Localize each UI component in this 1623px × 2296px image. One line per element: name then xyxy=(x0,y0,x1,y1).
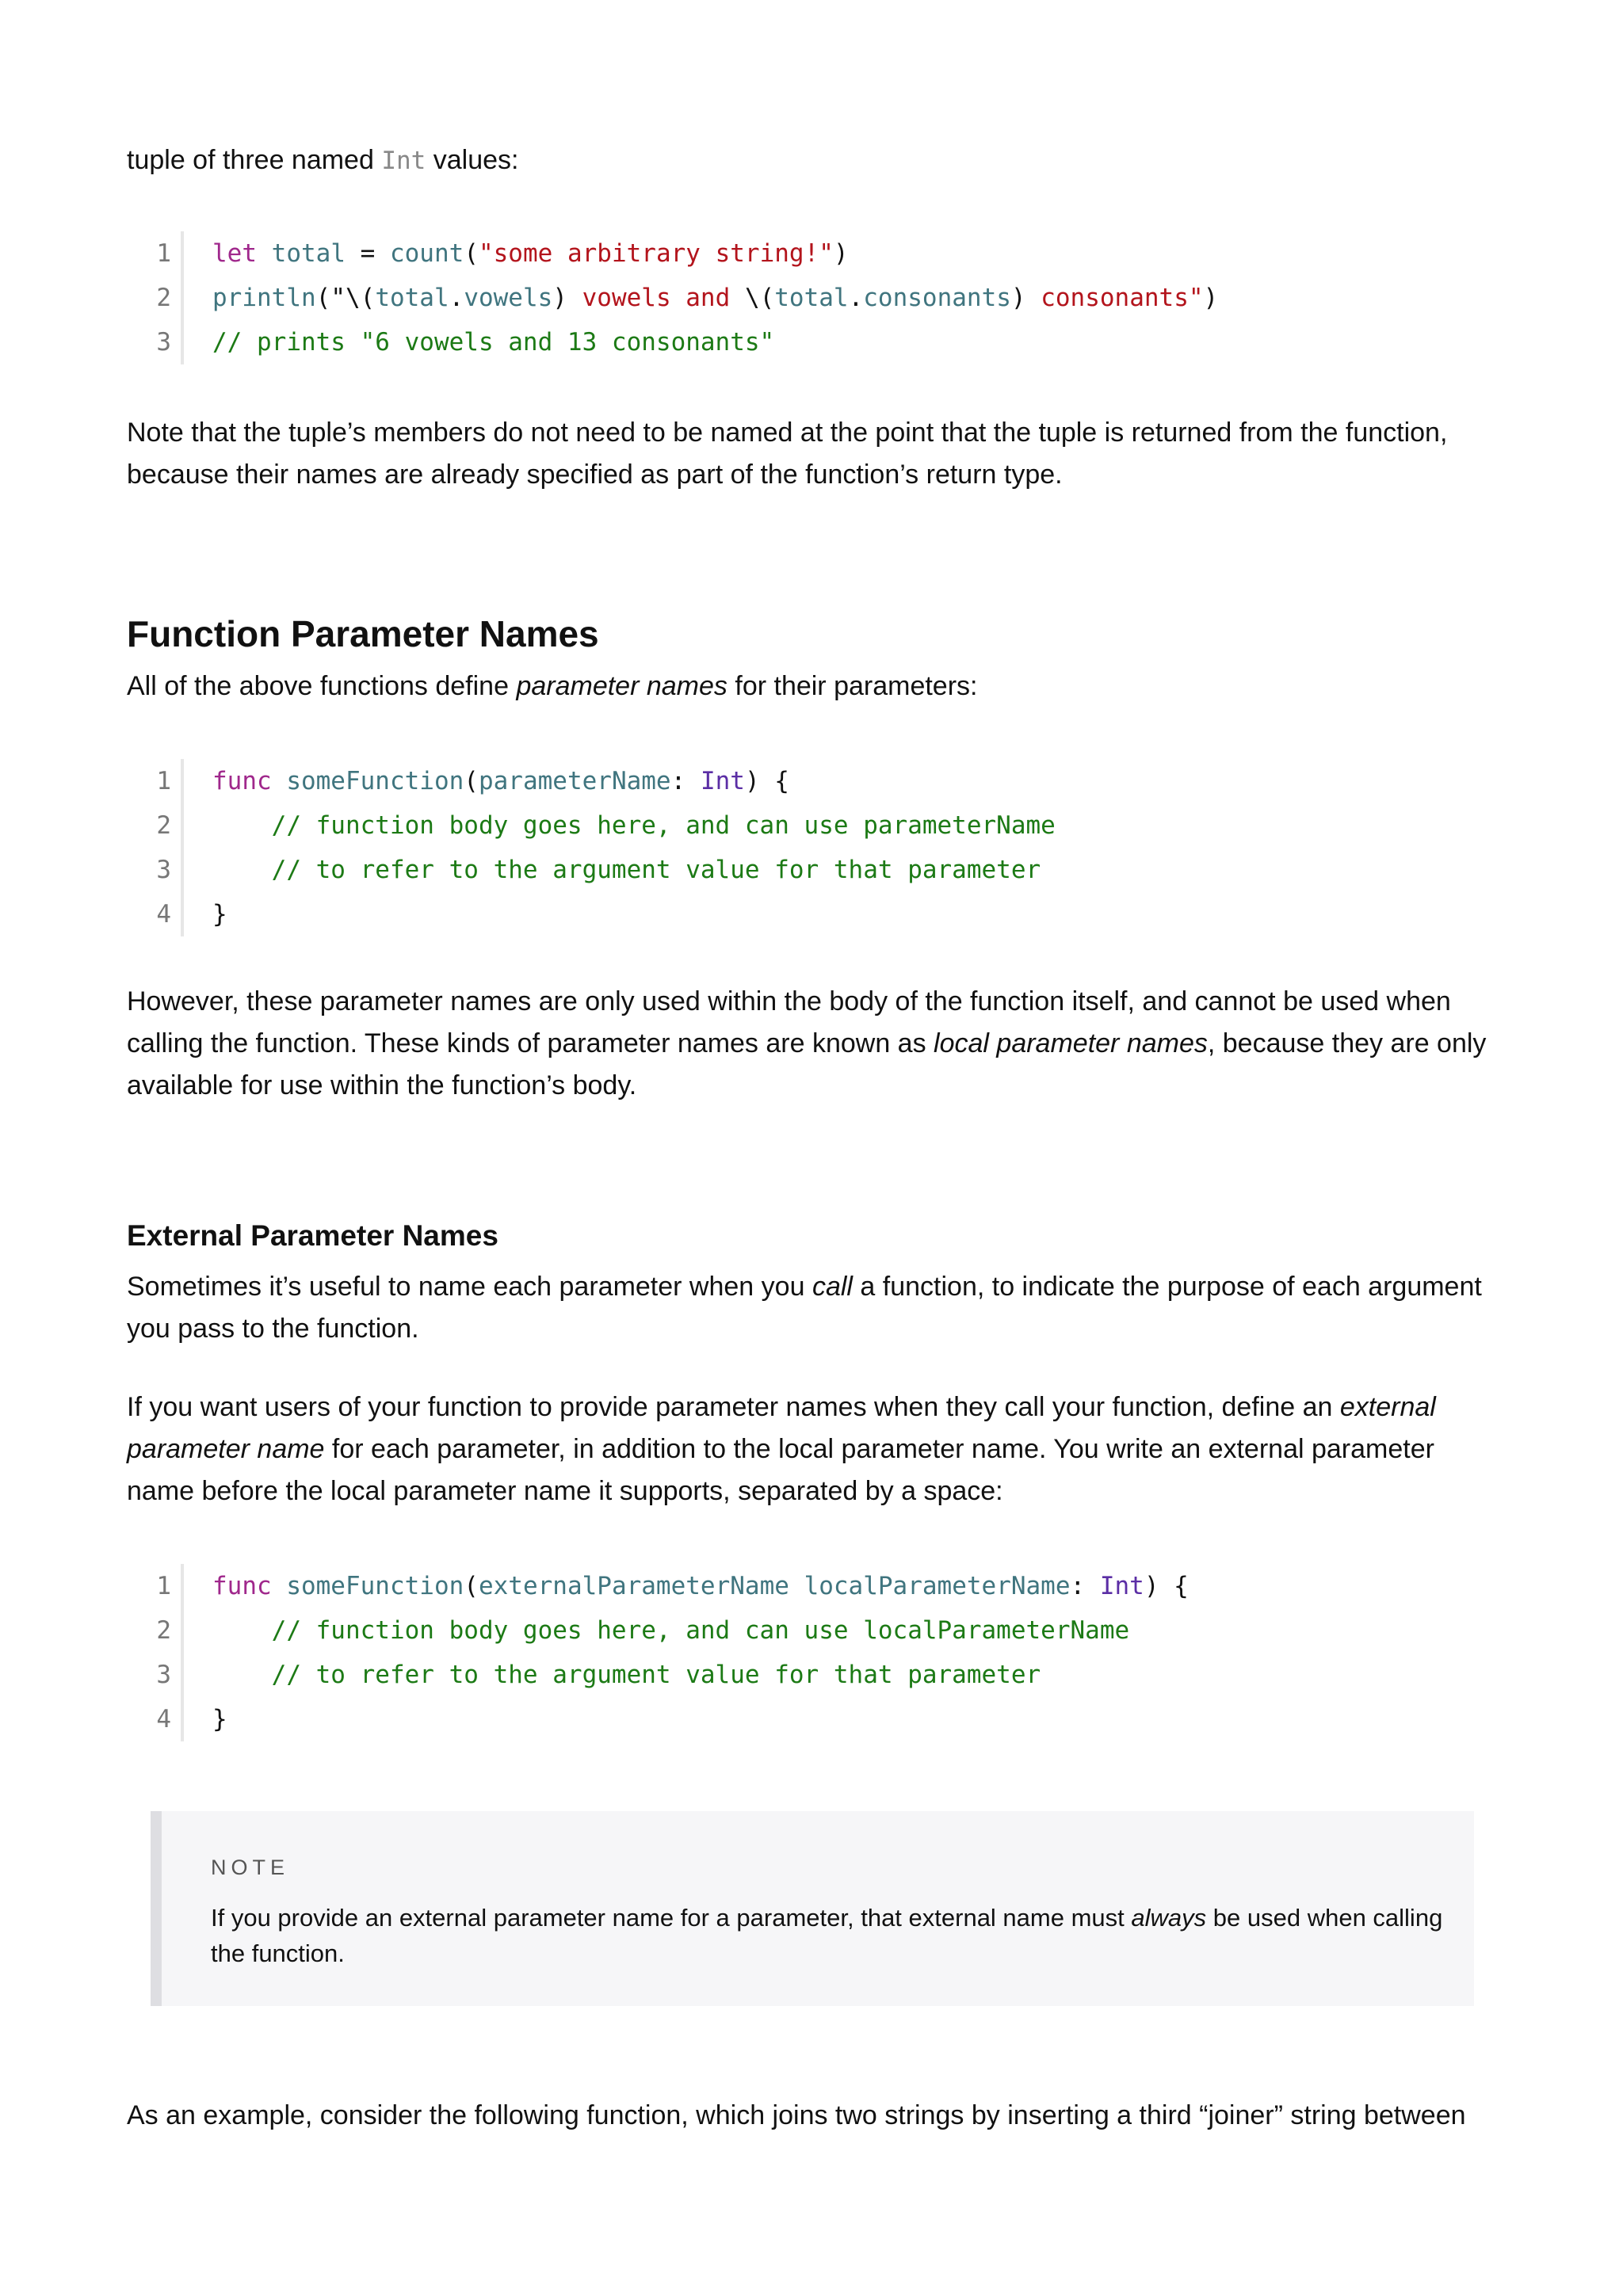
line-number: 4 xyxy=(127,892,184,936)
line-number: 3 xyxy=(127,320,184,364)
line-number: 4 xyxy=(127,1697,184,1741)
line-number: 2 xyxy=(127,276,184,320)
line-number: 1 xyxy=(127,231,184,276)
code-comment: // to refer to the argument value for that parameter xyxy=(212,1661,1041,1689)
paragraph-tuple-note: Note that the tuple’s members do not need to be named at the point that the tuple is returned from the function, because their names are already specified as part of the function’s return type. xyxy=(127,418,1448,490)
line-number: 2 xyxy=(127,1608,184,1653)
code-block-1 xyxy=(127,231,1506,364)
code-line xyxy=(127,1697,1506,1741)
code-text: } xyxy=(212,1705,227,1733)
line-number: 3 xyxy=(127,848,184,892)
line-number: 3 xyxy=(127,1653,184,1697)
code-line xyxy=(127,803,1506,848)
line-number: 1 xyxy=(127,1564,184,1608)
note-callout xyxy=(151,1811,1474,2006)
intro-prefix: tuple of three named xyxy=(127,145,382,175)
subsection-heading: External Parameter Names xyxy=(127,1219,498,1252)
code-line: 1 func someFunction(parameterName: Int) { xyxy=(127,759,1506,803)
paragraph-local-names: However, these parameter names are only used within the body of the function itself, and cannot be used when calling the function. These kinds of parameter names are known as local parameter names, because they are only available for use within the function’s body. xyxy=(127,986,1487,1100)
paragraph-external-names: If you want users of your function to provide parameter names when they call your function, define an external parameter name for each parameter, in addition to the local parameter name. You write an external parameter name before the local parameter name it supports, separated by a space: xyxy=(127,1392,1436,1506)
code-line: 1 let total = count("some arbitrary string!") xyxy=(127,231,1506,276)
paragraph-sometimes: Sometimes it’s useful to name each parameter when you call a function, to indicate the purpose of each argument you pass to the function. xyxy=(127,1272,1482,1344)
code-comment: // function body goes here, and can use localParameterName xyxy=(212,1616,1130,1645)
note-text: If you provide an external parameter name for a parameter, that external name must always be used when calling the function. xyxy=(211,1904,1443,1967)
code-line xyxy=(127,1608,1506,1653)
code-line xyxy=(127,320,1506,364)
paragraph-example: As an example, consider the following function, which joins two strings by inserting a third “joiner” string between xyxy=(127,2100,1466,2130)
code-line xyxy=(127,892,1506,936)
code-block-2 xyxy=(127,759,1506,936)
code-comment: // function body goes here, and can use parameterName xyxy=(212,811,1056,840)
note-label: NOTE xyxy=(211,1855,290,1879)
line-number: 1 xyxy=(127,759,184,803)
section-heading: Function Parameter Names xyxy=(127,613,599,654)
intro-text xyxy=(127,139,1506,182)
code-line: 2 println("\(total.vowels) vowels and \(total.consonants) consonants") xyxy=(127,276,1506,320)
code-comment: // prints "6 vowels and 13 consonants" xyxy=(212,328,775,357)
line-number: 2 xyxy=(127,803,184,848)
code-line xyxy=(127,848,1506,892)
intro-suffix: values: xyxy=(426,145,519,175)
inline-code-int: Int xyxy=(381,147,426,175)
code-line xyxy=(127,1653,1506,1697)
code-block-3 xyxy=(127,1564,1506,1741)
code-line: 1 func someFunction(externalParameterName localParameterName: Int) { xyxy=(127,1564,1506,1608)
code-text: } xyxy=(212,900,227,929)
paragraph-parameter-names: All of the above functions define parameter names for their parameters: xyxy=(127,671,978,701)
code-comment: // to refer to the argument value for that parameter xyxy=(212,856,1041,884)
